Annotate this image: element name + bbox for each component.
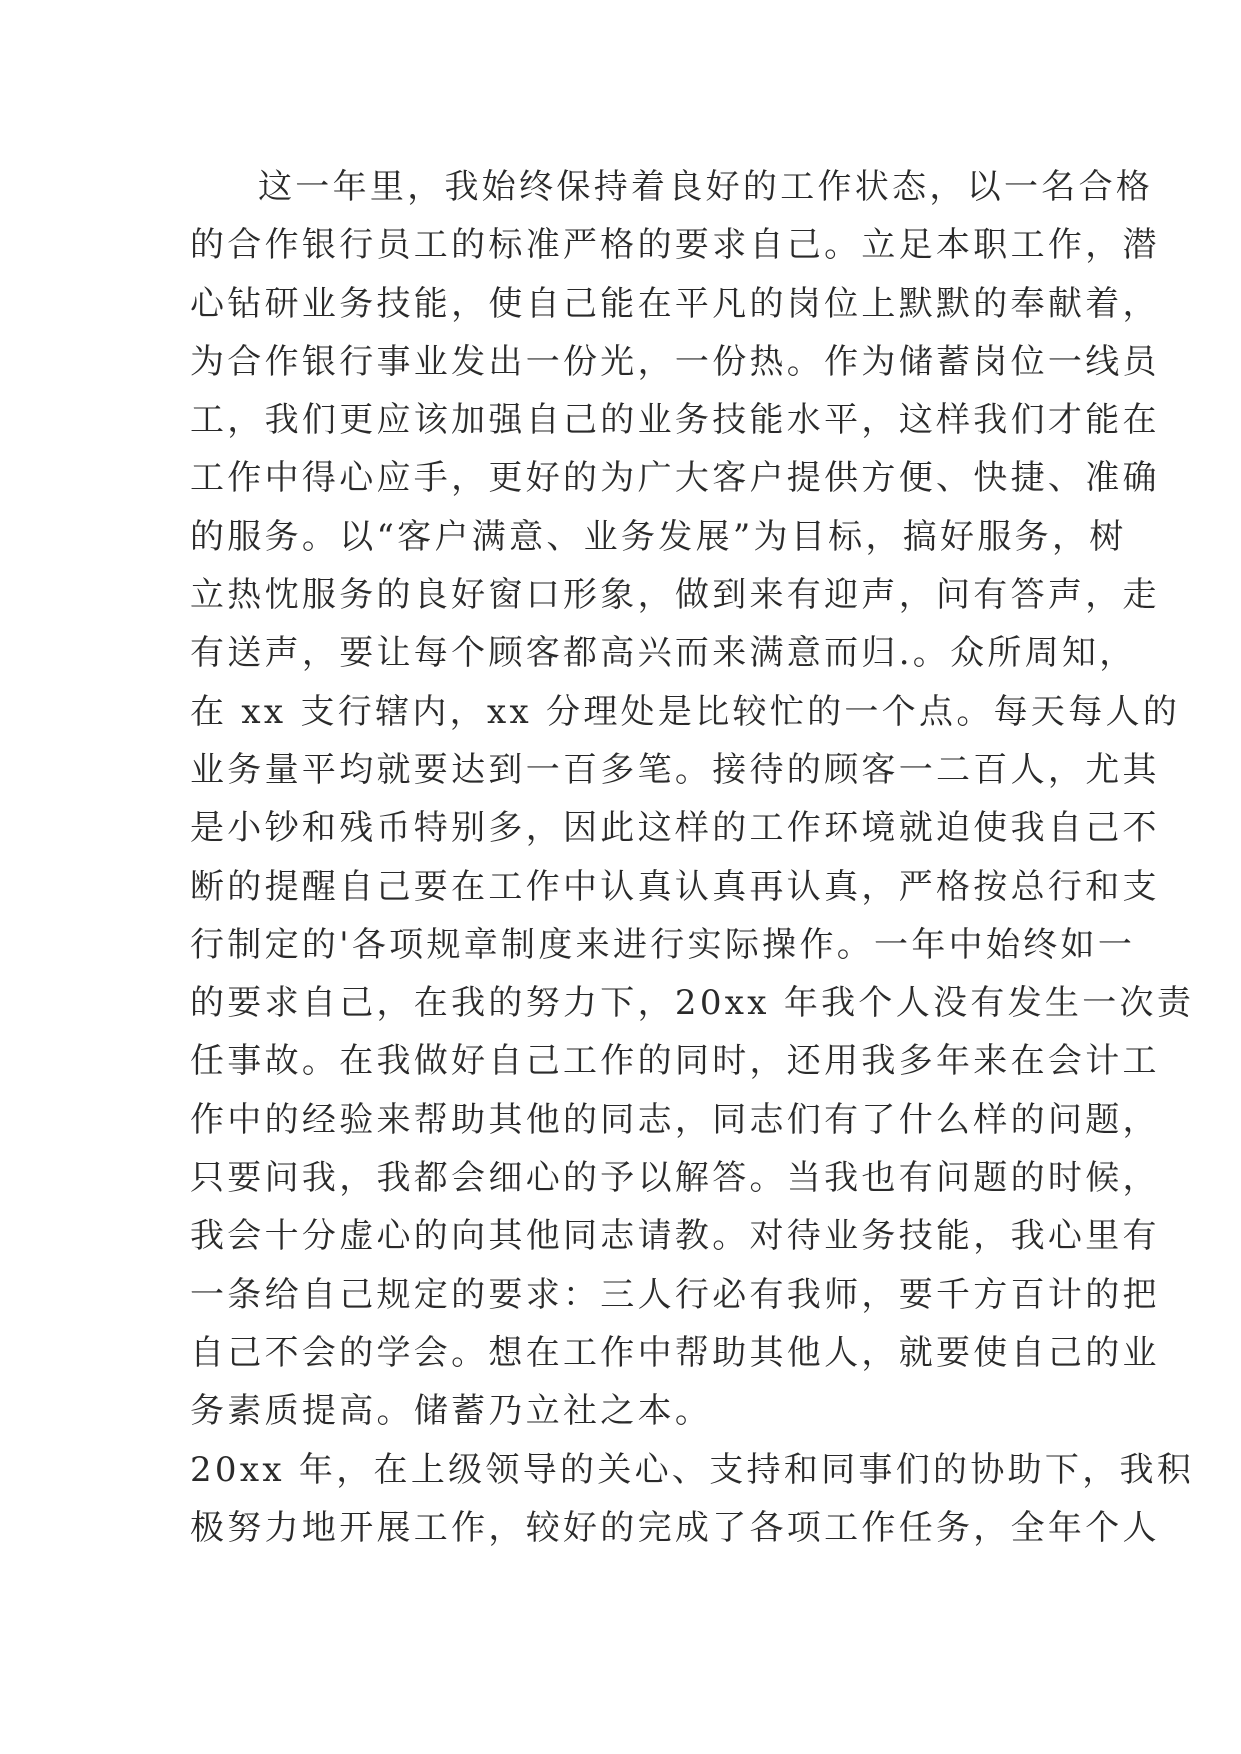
text-line: 作中的经验来帮助其他的同志，同志们有了什么样的问题， xyxy=(190,1099,1160,1140)
text-line: 立热忱服务的良好窗口形象，做到来有迎声，问有答声，走 xyxy=(190,575,1160,616)
text-line: 业务量平均就要达到一百多笔。接待的顾客一二百人，尤其 xyxy=(190,749,1160,790)
text-line: 务素质提高。储蓄乃立社之本。 xyxy=(190,1391,713,1432)
text-line: 一条给自己规定的要求：三人行必有我师，要千方百计的把 xyxy=(190,1274,1160,1315)
text-line: 是小钞和残币特别多，因此这样的工作环境就迫使我自己不 xyxy=(190,808,1160,849)
text-line: 这一年里，我始终保持着良好的工作状态，以一名合格 xyxy=(258,167,1154,207)
text-line: 在 xx 支行辖内，xx 分理处是比较忙的一个点。每天每人的 xyxy=(190,691,1181,732)
text-line: 任事故。在我做好自己工作的同时，还用我多年来在会计工 xyxy=(190,1041,1160,1082)
text-line: 行制定的'各项规章制度来进行实际操作。一年中始终如一 xyxy=(190,924,1136,965)
text-line: 为合作银行事业发出一份光，一份热。作为储蓄岗位一线员 xyxy=(190,341,1160,382)
text-line: 心钻研业务技能，使自己能在平凡的岗位上默默的奉献着， xyxy=(190,283,1160,324)
text-line: 自己不会的学会。想在工作中帮助其他人，就要使自己的业 xyxy=(190,1332,1160,1373)
text-line: 的合作银行员工的标准严格的要求自己。立足本职工作，潜 xyxy=(190,225,1160,266)
text-line: 断的提醒自己要在工作中认真认真再认真，严格按总行和支 xyxy=(190,866,1160,907)
body-text xyxy=(190,158,1195,1557)
text-line: 有送声，要让每个顾客都高兴而来满意而归.。众所周知， xyxy=(190,633,1137,674)
text-line: 的要求自己，在我的努力下，20xx 年我个人没有发生一次责 xyxy=(190,983,1195,1024)
text-line: 我会十分虚心的向其他同志请教。对待业务技能，我心里有 xyxy=(190,1216,1160,1257)
text-line: 工作中得心应手，更好的为广大客户提供方便、快捷、准确 xyxy=(190,458,1160,499)
text-line: 的服务。以“客户满意、业务发展”为目标，搞好服务，树 xyxy=(190,516,1127,557)
text-line: 极努力地开展工作，较好的完成了各项工作任务，全年个人 xyxy=(190,1507,1160,1548)
text-line: 工，我们更应该加强自己的业务技能水平，这样我们才能在 xyxy=(190,400,1160,441)
text-line: 20xx 年，在上级领导的关心、支持和同事们的协助下，我积 xyxy=(190,1449,1195,1490)
text-line: 只要问我，我都会细心的予以解答。当我也有问题的时候， xyxy=(190,1158,1160,1199)
